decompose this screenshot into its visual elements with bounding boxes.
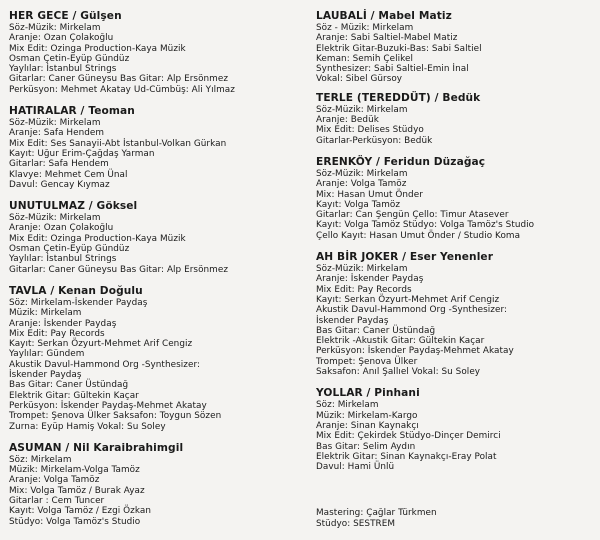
song-credits-erenkoy [316,156,596,241]
credit-line: İskender Paydaş [316,315,389,326]
song-credits-terle [316,92,596,146]
credit-line: Zurna: Eyüp Hamiş Vokal: Su Soley [9,421,166,432]
credit-line: Aranje: Sabi Saltiel-Mabel Matiz [316,33,458,44]
credit-line: Elektrik Gitar: Sinan Kaynakçı-Eray Polat [316,451,497,462]
credit-line: Kayıt: Uğur Erim-Çağdaş Yarman [9,148,155,159]
credit-line: Osman Çetin-Eyüp Gündüz [9,53,130,64]
song-credits-laubali [316,10,596,85]
credit-line: Klavye: Mehmet Cem Ünal [9,169,128,180]
credit-line: Kayıt: Volga Tamöz / Ezgi Özkan [9,506,151,517]
credit-line: Elektrik -Akustik Gitar: Gültekin Kaçar [316,336,485,347]
credit-line: Mix Edit: Ozinga Production-Kaya Müzik [9,233,186,244]
song-credits-unutulmaz [9,200,299,275]
credit-line: Perküsyon: İskender Paydaş-Mehmet Akatay [9,400,207,411]
credit-line: Söz: Mirkelam [9,454,72,465]
credit-line: Müzik: Mirkelam [9,308,82,319]
right-column [316,10,596,529]
credit-line: Mix Edit: Ozinga Production-Kaya Müzik [9,43,186,54]
credit-line: Aranje: İskender Paydaş [316,274,424,285]
credit-line: Trompet: Şenova Ülker [316,356,418,367]
credit-line: Synthesizer: Sabi Saltiel-Emin İnal [316,64,469,75]
credit-line: Keman: Semih Çelikel [316,53,414,64]
credit-line: Mix Edit: Pay Records [9,328,105,339]
credit-line: Kayıt: Serkan Özyurt-Mehmet Arif Cengiz [316,294,500,305]
mastering-line: Mastering: Çağlar Türkmen [316,508,437,519]
credit-line: Müzik: Mirkelam-Volga Tamöz [9,465,140,476]
song-title: LAUBALİ / Mabel Matiz [316,10,452,22]
credit-line: Mix Edit: Pay Records [316,284,412,295]
credit-line: Yaylılar: Gündem [9,349,85,360]
credit-line: Kayıt: Volga Tamöz Stüdyo: Volga Tamöz's Studio [316,220,535,231]
credit-line: Aranje: Safa Hendem [9,128,105,139]
credit-line: Mix Edit: Delises Stüdyo [316,125,424,136]
song-title: YOLLAR / Pinhani [316,387,420,400]
song-title: ERENKÖY / Feridun Düzağaç [316,155,486,168]
credit-line: Mix Edit: Ses Sanayii-Abt İstanbul-Volkan Gürkan [9,138,227,149]
credit-line: Gitarlar: Safa Hendem [9,159,109,170]
credit-line: Bas Gitar: Selim Aydın [316,441,416,452]
credit-line: Vokal: Sibel Gürsoy [316,74,403,85]
credit-line: Akustik Davul-Hammond Org -Synthesizer: [9,359,201,370]
credit-line: Yaylılar: İstanbul Strings [9,254,117,265]
credit-line: İskender Paydaş [9,370,82,381]
song-title: ASUMAN / Nil Karaibrahimgil [9,441,184,454]
credit-line: Söz-Müzik: Mirkelam [316,264,408,275]
credit-line: Mix: Volga Tamöz / Burak Ayaz [9,485,145,496]
credit-line: Aranje: Volga Tamöz [316,179,407,190]
credit-line: Aranje: Bedük [316,115,379,126]
credit-line: Akustik Davul-Hammond Org -Synthesizer: [316,305,508,316]
credit-line: Saksafon: Anıl Şallıel Vokal: Su Soley [316,367,481,378]
song-credits-asuman [9,442,299,527]
credit-line: Söz-Müzik: Mirkelam [316,104,408,115]
credit-line: Gitarlar: Can Şengün Çello: Timur Atasever [316,210,509,221]
credit-line: Aranje: Volga Tamöz [9,475,100,486]
credit-line: Söz: Mirkelam [316,400,379,411]
credit-line: Perküsyon: Mehmet Akatay Ud-Cümbüş: Ali Yılmaz [9,84,235,95]
credit-line: Söz-Müzik: Mirkelam [9,118,101,129]
credit-line: Aranje: İskender Paydaş [9,318,117,329]
credit-line: Perküsyon: İskender Paydaş-Mehmet Akatay [316,346,514,357]
song-title: HATIRALAR / Teoman [9,105,135,118]
song-credits-ah-bir-joker [316,251,596,377]
credit-line: Elektrik Gitar: Gültekin Kaçar [9,390,139,401]
credit-line: Gitarlar : Cem Tuncer [9,495,105,506]
song-title: HER GECE / Gülşen [9,10,122,22]
song-title: TAVLA / Kenan Doğulu [9,284,143,297]
credit-line: Söz-Müzik: Mirkelam [9,213,101,224]
song-title: AH BİR JOKER / Eser Yenenler [316,251,494,264]
credit-line: Müzik: Mirkelam-Kargo [316,410,418,421]
credit-line: Trompet: Şenova Ülker Saksafon: Toygun Sözen [9,411,222,422]
credit-line: Mix Edit: Çekirdek Stüdyo-Dinçer Demirci [316,431,501,442]
credit-line: Gitarlar: Caner Güneysu Bas Gitar: Alp Ersönmez [9,264,229,275]
credit-line: Söz - Müzik: Mirkelam [316,23,414,33]
credit-line: Aranje: Sinan Kaynakçı [316,420,419,431]
credit-line: Gitarlar-Perküsyon: Bedük [316,135,433,146]
credit-line: Bas Gitar: Caner Üstündağ [316,325,436,336]
credit-line: Çello Kayıt: Hasan Umut Önder / Studio Koma [316,230,521,241]
credit-line: Bas Gitar: Caner Üstündağ [9,380,129,391]
credit-line: Mix: Hasan Umut Önder [316,189,423,200]
mastering-credits [316,508,596,529]
song-credits-tavla [9,285,299,432]
credit-line: Kayıt: Serkan Özyurt-Mehmet Arif Cengiz [9,339,193,350]
credit-line: Aranje: Ozan Çolakoğlu [9,223,114,234]
credit-line: Davul: Hami Ünlü [316,462,395,473]
credit-line: Osman Çetin-Eyüp Gündüz [9,244,130,255]
credit-line: Elektrik Gitar-Buzuki-Bas: Sabi Saltiel [316,43,482,54]
song-title: UNUTULMAZ / Göksel [9,200,138,213]
studio-line: Stüdyo: SESTREM [316,518,396,529]
credit-line: Söz: Mirkelam-İskender Paydaş [9,297,148,308]
credit-line: Gitarlar: Caner Güneysu Bas Gitar: Alp Ersönmez [9,74,229,85]
credit-line: Kayıt: Volga Tamöz [316,199,401,210]
credit-line: Söz-Müzik: Mirkelam [316,168,408,179]
song-credits-hatiralar [9,105,299,190]
song-credits-yollar [316,387,596,472]
song-credits-her-gece [9,10,299,95]
credit-line: Söz-Müzik: Mirkelam [9,23,101,33]
left-column [9,10,299,527]
credit-line: Yaylılar: İstanbul Strings [9,64,117,75]
credit-line: Davul: Gencay Kıymaz [9,179,110,190]
credit-line: Stüdyo: Volga Tamöz's Studio [9,516,141,527]
credit-line: Aranje: Ozan Çolakoğlu [9,33,114,44]
song-title: TERLE (TEREDDÜT) / Bedük [316,91,481,104]
